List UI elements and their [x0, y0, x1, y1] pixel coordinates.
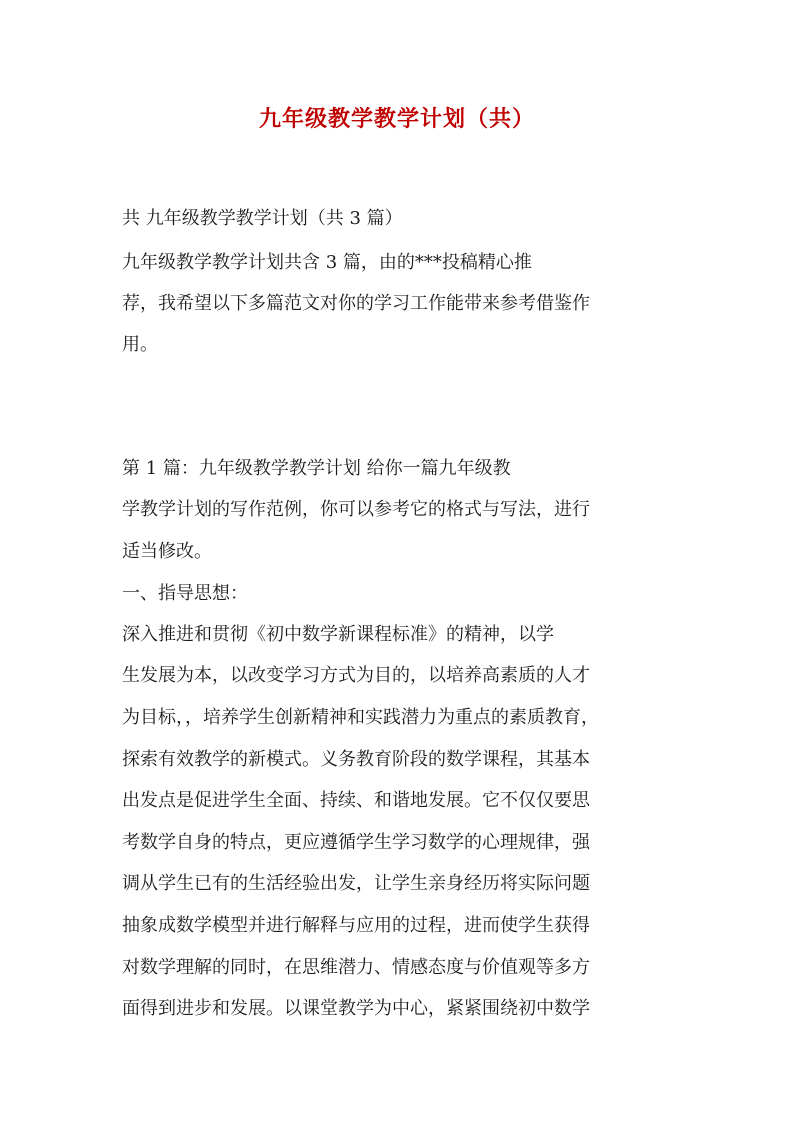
text-line: 抽象成数学模型并进行解释与应用的过程，进而使学生获得 — [122, 915, 590, 936]
text-line: 用。 — [122, 334, 158, 355]
text-line: 生发展为本，以改变学习方式为目的，以培养高素质的人才 — [122, 665, 590, 686]
section-heading: 一、指导思想： — [122, 583, 248, 604]
text-line: 探索有效教学的新模式。义务教育阶段的数学课程，其基本 — [122, 749, 590, 770]
text-line: 对数学理解的同时，在思维潜力、情感态度与价值观等多方 — [122, 957, 590, 978]
text-line: 共 九年级教学教学计划（共 3 篇） — [122, 208, 403, 229]
text-line: 考数学自身的特点，更应遵循学生学习数学的心理规律，强 — [122, 832, 590, 853]
text-line: 为目标，，培养学生创新精神和实践潜力为重点的素质教育， — [122, 707, 599, 728]
text-line: 出发点是促进学生全面、持续、和谐地发展。它不仅仅要思 — [122, 790, 590, 811]
text-line: 适当修改。 — [122, 541, 212, 562]
document-title: 九年级教学教学计划（共） — [258, 106, 535, 132]
text-line: 第 1 篇：九年级教学教学计划 给你一篇九年级教 — [122, 458, 511, 479]
text-line: 学教学计划的写作范例，你可以参考它的格式与写法，进行 — [122, 499, 590, 520]
text-line: 九年级教学教学计划共含 3 篇，由的***投稿精心推 — [122, 252, 532, 273]
text-line: 面得到进步和发展。以课堂教学为中心，紧紧围绕初中数学 — [122, 998, 590, 1019]
text-line: 调从学生已有的生活经验出发，让学生亲身经历将实际问题 — [122, 873, 590, 894]
text-line: 深入推进和贯彻《初中数学新课程标准》的精神，以学 — [122, 624, 554, 645]
text-line: 荐，我希望以下多篇范文对你的学习工作能带来参考借鉴作 — [122, 293, 590, 314]
